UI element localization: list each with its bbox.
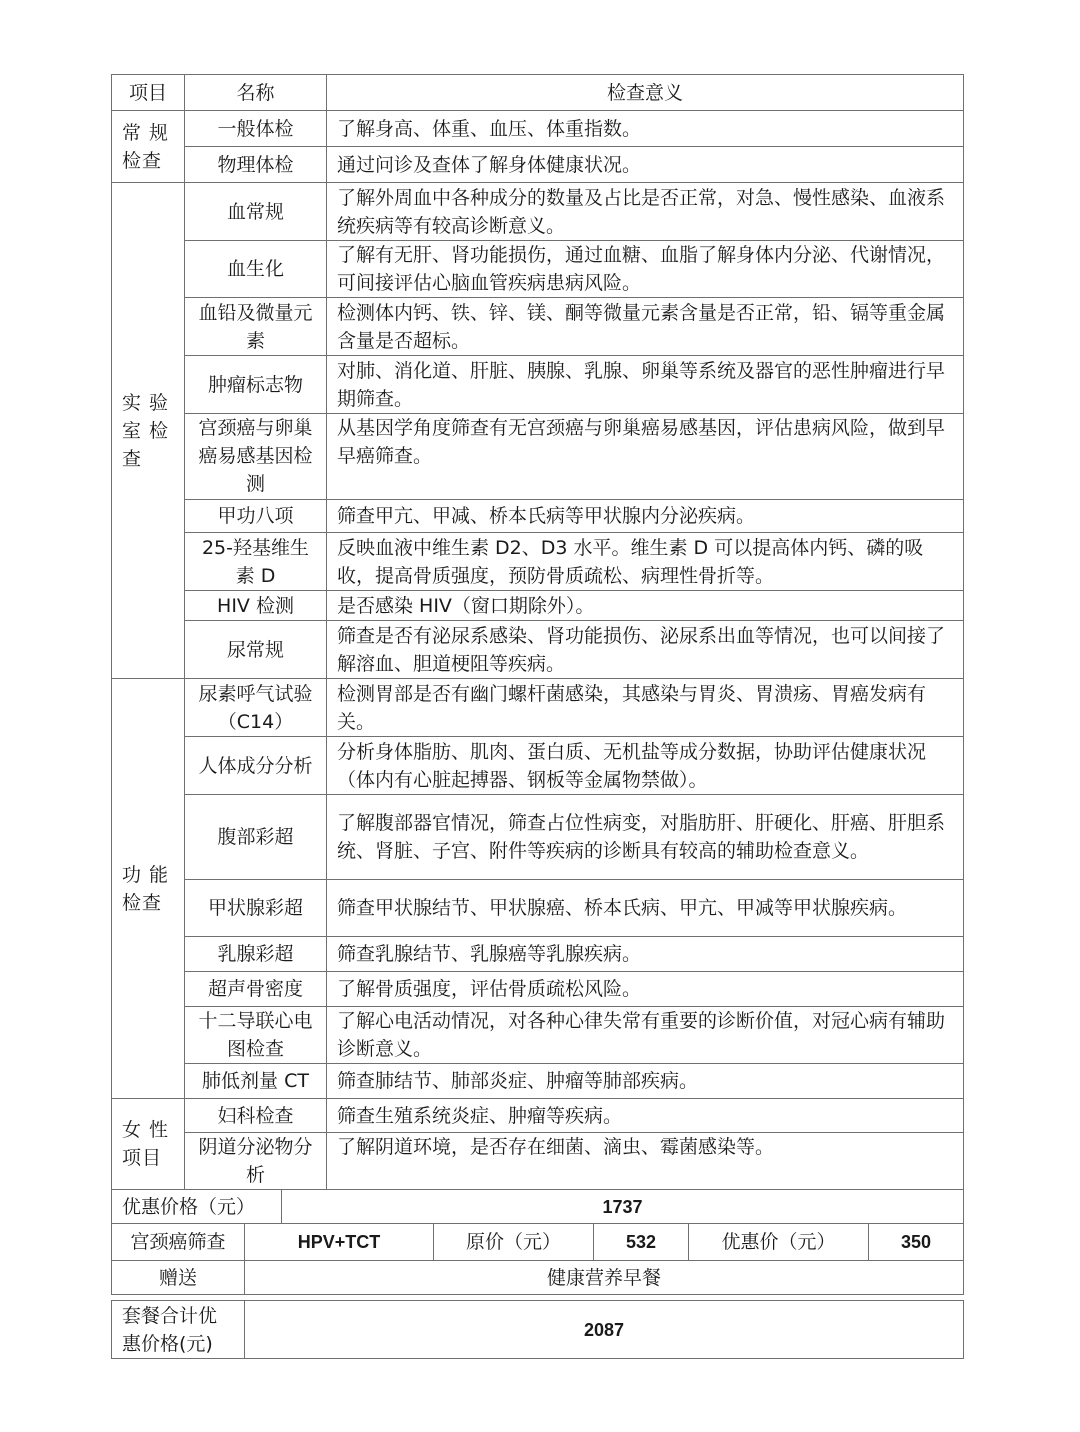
item-meaning: 了解骨质强度，评估骨质疏松风险。 xyxy=(327,972,964,1007)
item-meaning: 了解腹部器官情况，筛查占位性病变，对脂肪肝、肝硬化、肝癌、肝胆系统、肾脏、子宫、附件等疾病的诊断具有较高的辅助检查意义。 xyxy=(327,795,964,880)
table-row xyxy=(112,1133,964,1190)
header-row xyxy=(112,75,964,111)
sale-price-label: 优惠价（元） xyxy=(689,1224,869,1261)
item-meaning: 筛查甲状腺结节、甲状腺癌、桥本氏病、甲亢、甲减等甲状腺疾病。 xyxy=(327,880,964,937)
gift-label: 赠送 xyxy=(112,1261,245,1295)
header-name: 名称 xyxy=(185,75,327,111)
table-row xyxy=(112,737,964,795)
discount-price-row xyxy=(112,1190,964,1224)
item-name: 一般体检 xyxy=(185,111,327,147)
table-row xyxy=(112,183,964,241)
category-line: 项目 xyxy=(122,1147,163,1169)
category-line: 常 规 xyxy=(122,121,170,144)
item-name: 血常规 xyxy=(185,183,327,241)
item-meaning: 了解阴道环境，是否存在细菌、滴虫、霉菌感染等。 xyxy=(327,1133,964,1190)
category-line: 功 能 xyxy=(122,863,170,886)
item-name: 妇科检查 xyxy=(185,1099,327,1133)
category-cell xyxy=(112,183,185,679)
total-price-row xyxy=(112,1301,964,1359)
item-name: 尿常规 xyxy=(185,621,327,679)
cervical-screening-label: 宫颈癌筛查 xyxy=(112,1224,245,1261)
item-name: 尿素呼气试验（C14） xyxy=(185,679,327,737)
table-row xyxy=(112,621,964,679)
category-line: 实 验 xyxy=(122,391,170,414)
item-meaning: 筛查肺结节、肺部炎症、肿瘤等肺部疾病。 xyxy=(327,1064,964,1099)
table-row xyxy=(112,880,964,937)
item-name: 超声骨密度 xyxy=(185,972,327,1007)
table-row xyxy=(112,111,964,147)
item-meaning: 通过问诊及查体了解身体健康状况。 xyxy=(327,147,964,183)
table-row xyxy=(112,591,964,621)
category-line: 室 检 xyxy=(122,419,170,442)
item-name: HIV 检测 xyxy=(185,591,327,621)
header-category: 项目 xyxy=(112,75,185,111)
table-row xyxy=(112,1007,964,1064)
table-row xyxy=(112,937,964,972)
table-row xyxy=(112,533,964,591)
item-meaning: 了解外周血中各种成分的数量及占比是否正常，对急、慢性感染、血液系统疾病等有较高诊断意义。 xyxy=(327,183,964,241)
item-name: 腹部彩超 xyxy=(185,795,327,880)
item-meaning: 检测胃部是否有幽门螺杆菌感染，其感染与胃炎、胃溃疡、胃癌发病有关。 xyxy=(327,679,964,737)
item-name: 肺低剂量 CT xyxy=(185,1064,327,1099)
item-meaning: 了解心电活动情况，对各种心律失常有重要的诊断价值，对冠心病有辅助诊断意义。 xyxy=(327,1007,964,1064)
item-meaning: 是否感染 HIV（窗口期除外）。 xyxy=(327,591,964,621)
checkup-items-table xyxy=(111,74,964,1190)
item-meaning: 对肺、消化道、肝脏、胰腺、乳腺、卵巢等系统及器官的恶性肿瘤进行早期筛查。 xyxy=(327,356,964,414)
item-meaning: 筛查生殖系统炎症、肿瘤等疾病。 xyxy=(327,1099,964,1133)
category-line: 女 性 xyxy=(122,1119,170,1141)
total-label-line: 套餐合计优 xyxy=(122,1304,218,1327)
gift-row xyxy=(112,1261,964,1295)
original-price-value: 532 xyxy=(594,1224,689,1261)
table-row xyxy=(112,414,964,500)
item-meaning: 了解有无肝、肾功能损伤，通过血糖、血脂了解身体内分泌、代谢情况，可间接评估心脑血管疾病患病风险。 xyxy=(327,241,964,298)
item-name: 25-羟基维生素 D xyxy=(185,533,327,591)
sale-price-value: 350 xyxy=(869,1224,964,1261)
item-name: 物理体检 xyxy=(185,147,327,183)
header-meaning: 检查意义 xyxy=(327,75,964,111)
item-name: 血铅及微量元素 xyxy=(185,298,327,356)
item-name: 宫颈癌与卵巢癌易感基因检测 xyxy=(185,414,327,500)
table-row xyxy=(112,500,964,533)
item-name: 血生化 xyxy=(185,241,327,298)
item-meaning: 筛查是否有泌尿系感染、肾功能损伤、泌尿系出血等情况，也可以间接了解溶血、胆道梗阻等疾病。 xyxy=(327,621,964,679)
table-row xyxy=(112,356,964,414)
item-name: 人体成分分析 xyxy=(185,737,327,795)
item-meaning: 分析身体脂肪、肌肉、蛋白质、无机盐等成分数据，协助评估健康状况（体内有心脏起搏器、钢板等金属物禁做）。 xyxy=(327,737,964,795)
total-label-line: 惠价格(元) xyxy=(122,1332,213,1355)
discount-price-label: 优惠价格（元） xyxy=(112,1190,282,1224)
cervical-screening-row xyxy=(112,1224,964,1261)
item-name: 阴道分泌物分析 xyxy=(185,1133,327,1190)
discount-price-value: 1737 xyxy=(282,1190,964,1224)
table-row xyxy=(112,1064,964,1099)
total-price-label xyxy=(112,1301,245,1359)
item-name: 乳腺彩超 xyxy=(185,937,327,972)
total-price-table xyxy=(111,1300,964,1359)
category-cell xyxy=(112,111,185,183)
table-row xyxy=(112,795,964,880)
item-meaning: 筛查甲亢、甲减、桥本氏病等甲状腺内分泌疾病。 xyxy=(327,500,964,533)
table-row xyxy=(112,298,964,356)
category-cell xyxy=(112,1099,185,1190)
item-meaning: 从基因学角度筛查有无宫颈癌与卵巢癌易感基因，评估患病风险，做到早早癌筛查。 xyxy=(327,414,964,500)
total-price-value: 2087 xyxy=(245,1301,964,1359)
item-name: 甲状腺彩超 xyxy=(185,880,327,937)
category-cell xyxy=(112,679,185,1099)
item-meaning: 筛查乳腺结节、乳腺癌等乳腺疾病。 xyxy=(327,937,964,972)
table-row xyxy=(112,241,964,298)
cervical-screening-item: HPV+TCT xyxy=(245,1224,434,1261)
category-line: 检查 xyxy=(122,149,163,172)
gift-value: 健康营养早餐 xyxy=(245,1261,964,1295)
item-meaning: 反映血液中维生素 D2、D3 水平。维生素 D 可以提高体内钙、磷的吸收，提高骨质强度，预防骨质疏松、病理性骨折等。 xyxy=(327,533,964,591)
table-row xyxy=(112,147,964,183)
item-meaning: 检测体内钙、铁、锌、镁、酮等微量元素含量是否正常，铅、镉等重金属含量是否超标。 xyxy=(327,298,964,356)
table-row xyxy=(112,679,964,737)
item-meaning: 了解身高、体重、血压、体重指数。 xyxy=(327,111,964,147)
item-name: 甲功八项 xyxy=(185,500,327,533)
item-name: 肿瘤标志物 xyxy=(185,356,327,414)
item-name: 十二导联心电图检查 xyxy=(185,1007,327,1064)
table-row xyxy=(112,972,964,1007)
table-row xyxy=(112,1099,964,1133)
category-line: 查 xyxy=(122,447,143,470)
category-line: 检查 xyxy=(122,891,163,914)
original-price-label: 原价（元） xyxy=(434,1224,594,1261)
pricing-table xyxy=(111,1189,964,1295)
